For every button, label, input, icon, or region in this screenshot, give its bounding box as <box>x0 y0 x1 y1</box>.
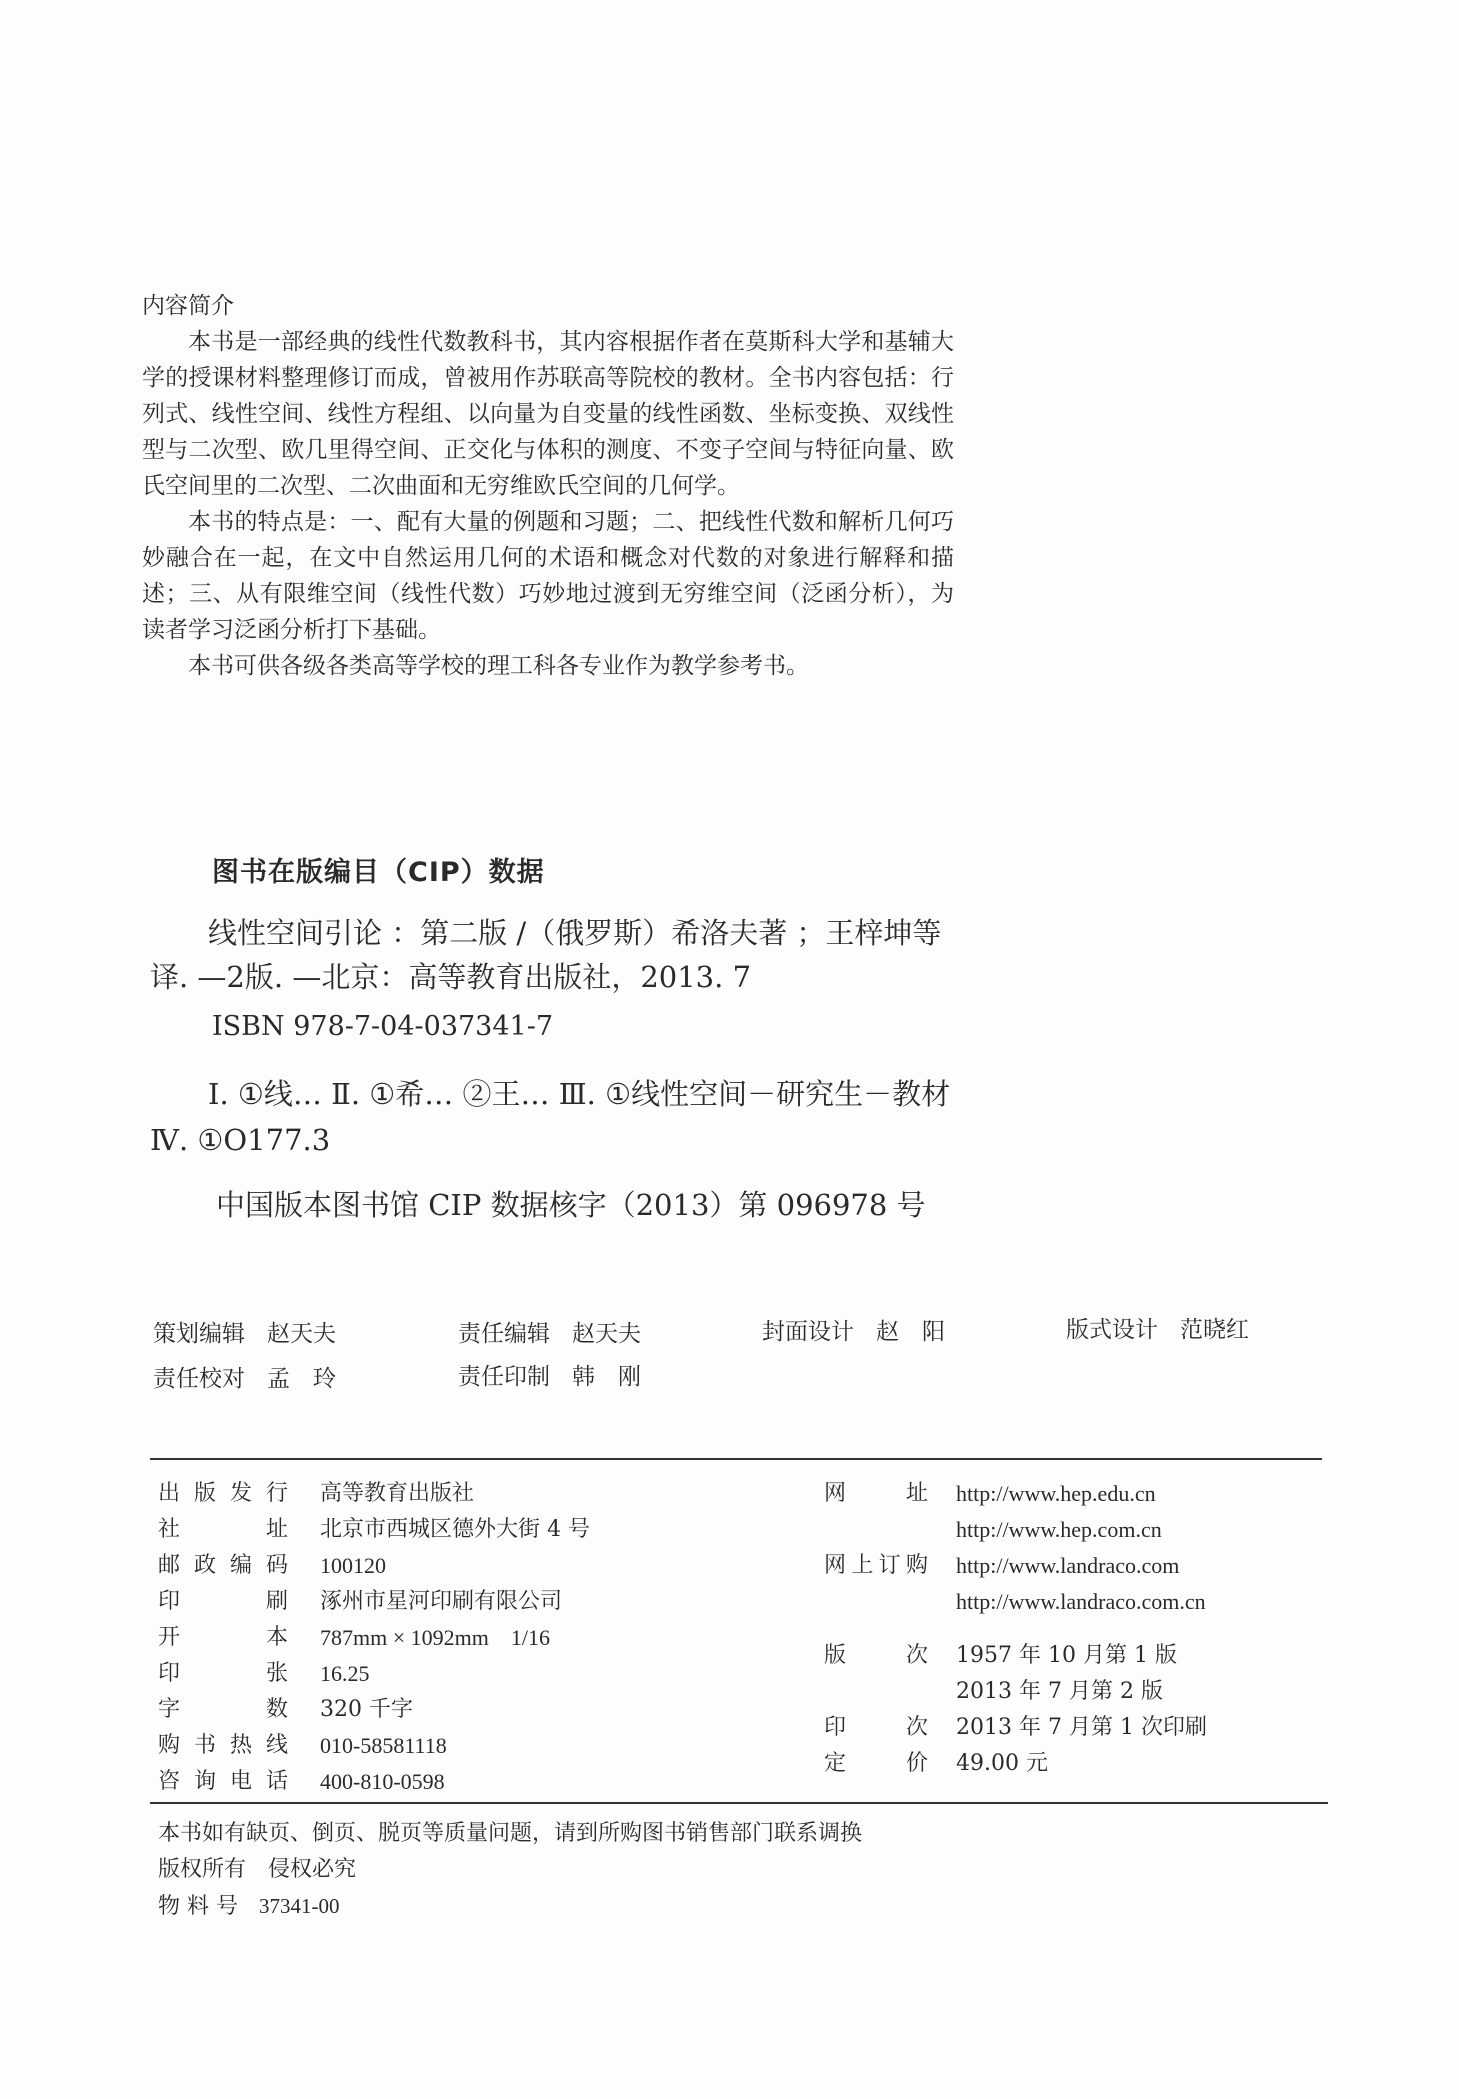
footer <box>158 1816 862 1925</box>
detail-row <box>158 1692 590 1728</box>
detail-label: 印刷 <box>158 1589 288 1614</box>
website-link[interactable]: http://www.hep.com.cn <box>956 1517 1162 1542</box>
detail-label: 邮政编码 <box>158 1553 288 1578</box>
staff-name: 赵天夫 <box>267 1321 336 1347</box>
staff-name: 孟 玲 <box>267 1366 336 1392</box>
summary-paragraph: 本书是一部经典的线性代数教科书，其内容根据作者在莫斯科大学和基辅大学的授课材料整理修订而成，曾被用作苏联高等院校的教材。全书内容包括：行列式、线性空间、线性方程组、以向量为自变量的线性函数、坐标变换、双线性型与二次型、欧几里得空间、正交化与体积的测度、不变子空间与特征向量、欧氏空间里的二次型、二次曲面和无穷维欧氏空间的几何学。 <box>142 329 954 499</box>
staff-label: 版式设计 <box>1066 1317 1158 1343</box>
detail-row <box>824 1512 1207 1548</box>
detail-label: 版次 <box>824 1643 928 1668</box>
detail-row <box>824 1584 1207 1620</box>
staff-label: 责任校对 <box>153 1366 245 1392</box>
staff-layout-design <box>1066 1311 1249 1344</box>
detail-label: 社址 <box>158 1517 288 1542</box>
staff-label: 责任编辑 <box>458 1321 550 1347</box>
staff-name: 韩 刚 <box>572 1364 641 1390</box>
summary-paragraph: 本书的特点是：一、配有大量的例题和习题；二、把线性代数和解析几何巧妙融合在一起，在文中自然运用几何的术语和概念对代数的对象进行解释和描述；三、从有限维空间（线性代数）巧妙地过渡到无穷维空间（泛函分析），为读者学习泛函分析打下基础。 <box>142 509 954 643</box>
detail-label: 出版发行 <box>158 1481 288 1506</box>
detail-value: 高等教育出版社 <box>320 1481 475 1506</box>
detail-label: 网上订购 <box>824 1553 928 1578</box>
publishing-details-right <box>824 1476 1207 1782</box>
divider-line <box>150 1458 1322 1460</box>
detail-value: 010-58581118 <box>320 1733 447 1758</box>
staff-responsible-editor <box>458 1315 641 1348</box>
detail-row <box>158 1656 590 1692</box>
staff-print-supervisor <box>458 1358 641 1391</box>
staff-label: 责任印制 <box>458 1364 550 1390</box>
detail-value: 2013 年 7 月第 1 次印刷 <box>956 1715 1207 1740</box>
website-link[interactable]: http://www.hep.edu.cn <box>956 1481 1156 1506</box>
cip-verify-number: 中国版本图书馆 CIP 数据核字（2013）第 096978 号 <box>216 1188 926 1222</box>
detail-value: 400-810-0598 <box>320 1769 445 1794</box>
detail-label: 网址 <box>824 1481 928 1506</box>
detail-value: 涿州市星河印刷有限公司 <box>320 1589 563 1614</box>
summary-paragraph: 本书可供各级各类高等学校的理工科各专业作为教学参考书。 <box>188 653 809 679</box>
cip-subjects: Ⅰ. ①线… Ⅱ. ①希… ②王… Ⅲ. ①线性空间－研究生－教材 Ⅳ. ①O177.3 <box>150 1077 951 1157</box>
summary-heading: 内容简介 <box>142 293 234 319</box>
price-value: 49.00 元 <box>956 1751 1048 1776</box>
detail-label: 开本 <box>158 1625 288 1650</box>
order-link[interactable]: http://www.landraco.com <box>956 1553 1180 1578</box>
detail-row <box>158 1584 590 1620</box>
quality-notice: 本书如有缺页、倒页、脱页等质量问题，请到所购图书销售部门联系调换 <box>158 1821 863 1846</box>
detail-value: 787mm × 1092mm 1/16 <box>320 1625 550 1650</box>
detail-value: 16.25 <box>320 1661 370 1686</box>
cip-title: 图书在版编目（CIP）数据 <box>212 857 545 888</box>
detail-row <box>158 1728 590 1764</box>
staff-label: 封面设计 <box>762 1319 854 1345</box>
detail-value: 100120 <box>320 1553 386 1578</box>
staff-label: 策划编辑 <box>153 1321 245 1347</box>
staff-name: 范晓红 <box>1180 1317 1249 1343</box>
detail-row <box>158 1476 590 1512</box>
detail-value: 2013 年 7 月第 2 版 <box>956 1679 1163 1704</box>
cip-entry: 线性空间引论 ：第二版 /（俄罗斯）希洛夫著 ；王梓坤等译. —2版. —北京：高等教育出版社，2013. 7 <box>150 916 942 994</box>
detail-row <box>824 1476 1207 1512</box>
order-link[interactable]: http://www.landraco.com.cn <box>956 1589 1206 1614</box>
detail-row <box>158 1620 590 1656</box>
detail-row <box>824 1638 1207 1674</box>
detail-label: 定价 <box>824 1751 928 1776</box>
material-number: 37341-00 <box>259 1894 340 1918</box>
detail-label: 购书热线 <box>158 1733 288 1758</box>
detail-row <box>824 1674 1207 1710</box>
material-number-row <box>158 1888 862 1925</box>
detail-value: 北京市西城区德外大街 4 号 <box>320 1517 590 1542</box>
detail-row <box>824 1746 1207 1782</box>
detail-label: 印次 <box>824 1715 928 1740</box>
material-label: 物 料 号 <box>158 1894 238 1919</box>
detail-label: 印张 <box>158 1661 288 1686</box>
publishing-details-left <box>158 1476 590 1800</box>
detail-value: 1957 年 10 月第 1 版 <box>956 1643 1177 1668</box>
detail-row <box>158 1512 590 1548</box>
detail-row <box>824 1710 1207 1746</box>
detail-value: 320 千字 <box>320 1697 413 1722</box>
content-summary <box>142 288 954 684</box>
detail-row <box>158 1764 590 1800</box>
divider-line <box>150 1802 1328 1804</box>
staff-planning-editor <box>153 1315 336 1348</box>
detail-row <box>824 1548 1207 1584</box>
detail-label: 咨询电话 <box>158 1769 288 1794</box>
staff-name: 赵 阳 <box>876 1319 945 1345</box>
staff-proofreader <box>153 1360 336 1393</box>
detail-row <box>158 1548 590 1584</box>
staff-cover-design <box>762 1313 945 1346</box>
cip-block <box>150 850 970 1227</box>
staff-name: 赵天夫 <box>572 1321 641 1347</box>
detail-label: 字数 <box>158 1697 288 1722</box>
copyright-notice: 版权所有 侵权必究 <box>158 1857 357 1882</box>
isbn: ISBN 978-7-04-037341-7 <box>212 1011 554 1042</box>
